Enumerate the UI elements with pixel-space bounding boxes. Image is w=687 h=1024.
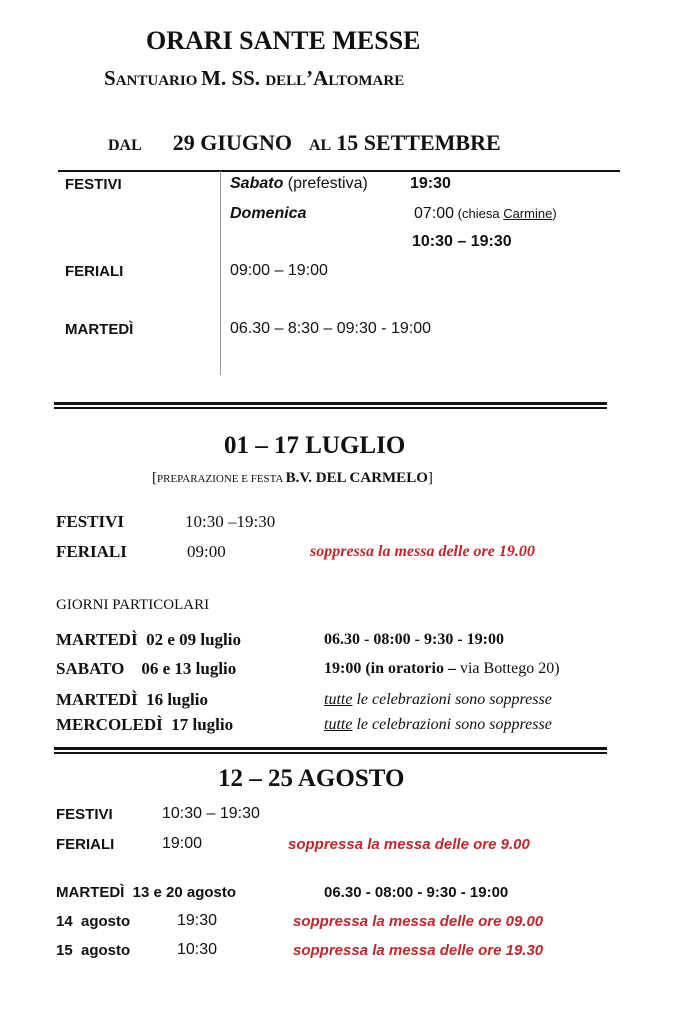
luglio-subtitle-small: PREPARAZIONE E FESTA	[157, 473, 286, 485]
sanctuary-name	[104, 66, 404, 91]
luglio-row-2-extra: via Bottego 20)	[455, 660, 560, 677]
luglio-subtitle-bold: B.V. DEL CARMELO	[285, 470, 428, 486]
domenica-note-pre: (chiesa	[454, 206, 504, 221]
luglio-row-4-note	[324, 716, 552, 734]
section-divider-2b	[54, 752, 607, 754]
domenica-time-1	[414, 205, 557, 223]
luglio-row-3-rest: le celebrazioni sono soppresse	[352, 691, 552, 708]
luglio-festivi-times: 10:30 –19:30	[185, 512, 276, 531]
festivi-label: FESTIVI	[65, 176, 122, 193]
luglio-subtitle	[152, 470, 433, 487]
martedi-times: 06.30 – 8:30 – 09:30 - 19:00	[230, 320, 432, 337]
period-to: 15 SETTEMBRE	[336, 130, 501, 155]
aug14-label: 14 agosto	[56, 913, 131, 930]
table-top-rule	[58, 170, 620, 172]
aug15-label: 15 agosto	[56, 942, 131, 959]
luglio-row-1-times: 06.30 - 08:00 - 9:30 - 19:00	[324, 631, 504, 648]
luglio-festivi-label: FESTIVI	[56, 512, 125, 531]
aug15-time: 10:30	[177, 941, 218, 958]
agosto-feriali-label: FERIALI	[56, 836, 115, 853]
luglio-feriali-note: soppressa la messa delle ore 19.00	[310, 543, 535, 560]
period-al: AL	[308, 137, 332, 154]
luglio-subtitle-close: ]	[427, 470, 433, 486]
feriali-label: FERIALI	[65, 263, 124, 280]
domenica-label: Domenica	[230, 205, 307, 222]
sabato-label: Sabato	[230, 175, 284, 192]
agosto-feriali-times: 19:00	[162, 835, 203, 852]
luglio-row-3-note	[324, 691, 552, 709]
aug14-note: soppressa la messa delle ore 09.00	[293, 913, 544, 930]
luglio-row-4-tutte: tutte	[324, 716, 353, 733]
subtitle-r1: ANTUARIO	[115, 73, 202, 89]
agosto-feriali-note: soppressa la messa delle ore 9.00	[288, 836, 530, 853]
subtitle-m: M. SS.	[201, 66, 266, 90]
prefestiva-label: (prefestiva)	[283, 175, 368, 192]
luglio-row-2-times	[324, 660, 560, 678]
table-column-divider	[220, 171, 221, 375]
sabato-row	[230, 175, 368, 193]
subtitle-ap: ’	[306, 66, 314, 90]
luglio-title: 01 – 17 LUGLIO	[224, 432, 406, 459]
domenica-time-2: 10:30 – 19:30	[412, 233, 512, 250]
domenica-note-post: )	[552, 206, 557, 221]
luglio-row-1-day: MARTEDÌ 02 e 09 luglio	[56, 630, 241, 649]
agosto-festivi-label: FESTIVI	[56, 806, 113, 823]
page-title: ORARI SANTE MESSE	[146, 26, 421, 55]
luglio-row-2-day: SABATO 06 e 13 luglio	[56, 659, 237, 678]
subtitle-r2: LTOMARE	[328, 73, 405, 89]
period-from: 29 GIUGNO	[172, 130, 292, 155]
luglio-feriali-label: FERIALI	[56, 542, 127, 561]
subtitle-a: A	[313, 66, 329, 90]
luglio-feriali-times: 09:00	[187, 542, 226, 561]
luglio-row-4-rest: le celebrazioni sono soppresse	[352, 716, 552, 733]
agosto-martedi-label: MARTEDÌ 13 e 20 agosto	[56, 884, 237, 901]
luglio-row-3-tutte: tutte	[324, 691, 353, 708]
aug14-time: 19:30	[177, 912, 218, 929]
sabato-time: 19:30	[410, 175, 451, 192]
luglio-row-4-day: MERCOLEDÌ 17 luglio	[56, 715, 234, 734]
section-divider-2a	[54, 747, 607, 750]
martedi-label: MARTEDÌ	[65, 321, 134, 338]
luglio-row-2-times-main: 19:00 (in oratorio –	[324, 660, 456, 677]
agosto-title: 12 – 25 AGOSTO	[218, 765, 405, 792]
period-range	[108, 130, 501, 156]
luglio-subtitle-open: [	[152, 470, 157, 486]
domenica-time1: 07:00	[414, 205, 455, 222]
subtitle-d: DELL	[265, 73, 307, 89]
subtitle-s1: S	[104, 66, 116, 90]
feriali-times: 09:00 – 19:00	[230, 262, 328, 279]
section-divider-1a	[54, 402, 607, 405]
aug15-note: soppressa la messa delle ore 19.30	[293, 942, 544, 959]
luglio-row-3-day: MARTEDÌ 16 luglio	[56, 690, 208, 709]
period-dal: DAL	[108, 137, 142, 154]
section-divider-1b	[54, 407, 607, 409]
agosto-martedi-times: 06.30 - 08:00 - 9:30 - 19:00	[324, 884, 509, 901]
agosto-festivi-times: 10:30 – 19:30	[162, 805, 260, 822]
giorni-particolari-label: GIORNI PARTICOLARI	[56, 597, 210, 613]
carmine-link[interactable]: Carmine	[503, 206, 553, 221]
